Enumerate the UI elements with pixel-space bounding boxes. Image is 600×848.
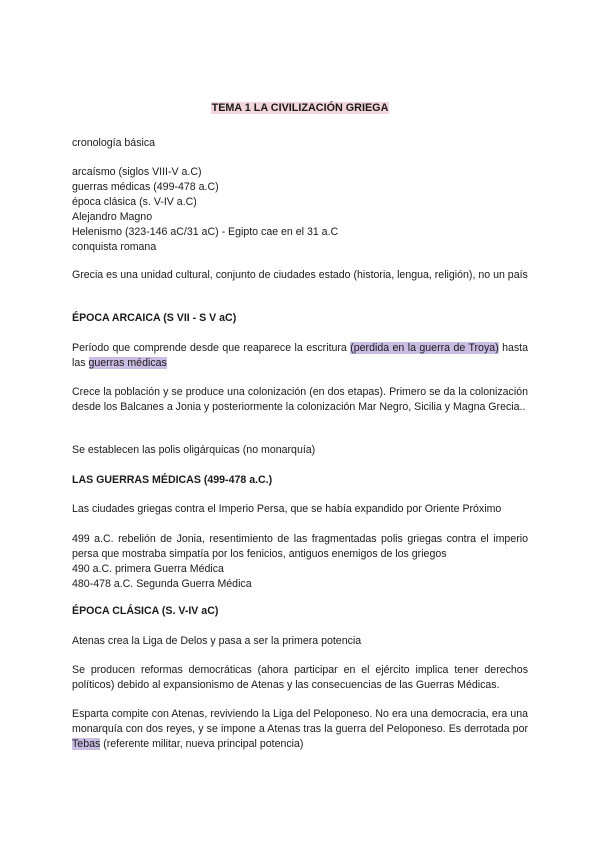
subtitle: cronología básica [72,137,156,149]
chronology-item: Alejandro Magno [72,211,153,223]
classical-paragraph-3: Esparta compite con Atenas, reviviendo la Liga del Peloponeso. No era una democracia, era una monarquía con dos reyes, y se impone a Atenas tras la guerra del Peloponeso. Es derrotada por Tebas (referente militar, nueva principal potencia) [72,708,528,750]
chronology-item: época clásica (s. V-IV a.C) [72,196,197,208]
chronology-item: arcaísmo (siglos VIII-V a.C) [72,166,202,178]
median-paragraph-3: 490 a.C. primera Guerra Médica [72,563,224,575]
archaic-paragraph-2: Crece la población y se produce una colonización (en dos etapas). Primero se da la colonización desde los Balcanes a Jonia y posteriormente la colonización Mar Negro, Sicilia y Magna Grecia.. [72,386,528,413]
median-paragraph-4: 480-478 a.C. Segunda Guerra Médica [72,578,252,590]
median-paragraph-2: 499 a.C. rebelión de Jonia, resentimiento de las fragmentadas polis griegas contra el imperio persa que mostraba simpatía por los fenicios, antiguos enemigos de los griegos [72,533,528,560]
highlight-guerras-medicas: guerras médicas [88,357,167,369]
highlight-tebas: Tebas [72,738,101,750]
archaic-paragraph-1: Período que comprende desde que reaparece la escritura (perdida en la guerra de Troya) hasta las guerras médicas [72,342,529,369]
classical-paragraph-1: Atenas crea la Liga de Delos y pasa a ser la primera potencia [72,635,362,647]
chronology-item: conquista romana [72,241,157,253]
chronology-item: guerras médicas (499-478 a.C) [72,181,219,193]
heading-archaic: ÉPOCA ARCAICA (S VII - S V aC) [72,312,237,324]
heading-median-wars: LAS GUERRAS MÉDICAS (499-478 a.C.) [72,474,273,486]
chronology-list [72,165,528,255]
page-title [0,101,600,116]
heading-classical: ÉPOCA CLÁSICA (S. V-IV aC) [72,605,219,617]
chronology-item: Helenismo (323-146 aC/31 aC) - Egipto cae en el 31 a.C [72,226,339,238]
highlight-troya: (perdida en la guerra de Troya) [350,342,499,354]
intro-paragraph: Grecia es una unidad cultural, conjunto de ciudades estado (historia, lengua, religión), no un país [72,269,528,281]
title-text: TEMA 1 LA CIVILIZACIÓN GRIEGA [211,102,389,114]
classical-paragraph-2: Se producen reformas democráticas (ahora participar en el ejército implica tener derechos políticos) debido al expansionismo de Atenas y las consecuencias de las Guerras Médicas. [72,664,528,691]
median-paragraph-1: Las ciudades griegas contra el Imperio Persa, que se había expandido por Oriente Próximo [72,503,502,515]
archaic-paragraph-3: Se establecen las polis oligárquicas (no monarquía) [72,444,316,456]
